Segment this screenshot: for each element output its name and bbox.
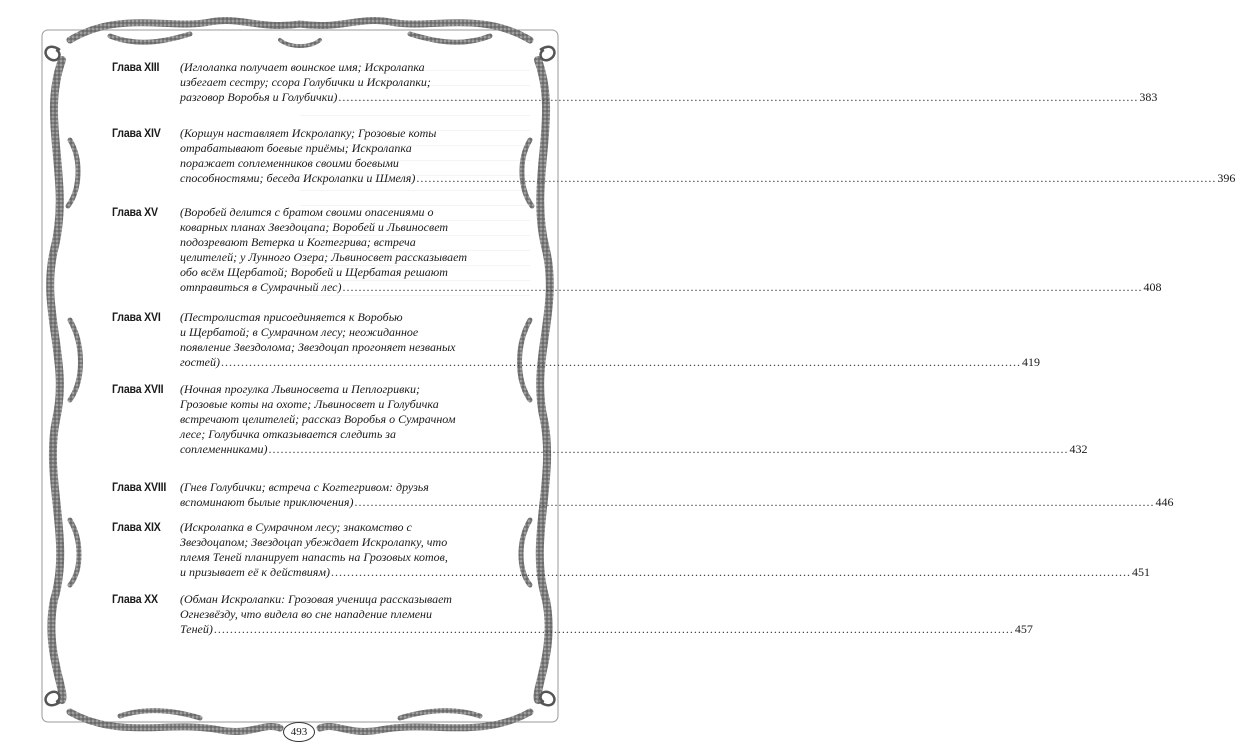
description-line: Огнезвёзду, что видела во сне нападение племени	[180, 607, 432, 621]
description-line: соплеменниками)	[180, 442, 268, 456]
description-line: Звездоцапом; Звездоцап убеждает Искролапку, что	[180, 535, 448, 549]
chapter-description	[180, 310, 1040, 370]
description-last-line	[180, 280, 1162, 295]
description-last-line	[180, 565, 1151, 580]
chapter-label: Глава XIX	[112, 520, 161, 534]
description-line: коварных планах Звездоцапа; Воробей и Львиносвет	[180, 220, 449, 234]
chapter-label: Глава XIII	[112, 60, 160, 74]
description-line: и Щербатой; в Сумрачном лесу; неожиданное	[180, 325, 419, 339]
dot-leader: ........................................................................................................................................................................................................	[416, 171, 1217, 185]
description-line: (Гнев Голубички; встреча с Когтегривом: друзья	[180, 480, 429, 494]
description-line: лесе; Голубичка отказывается следить за	[180, 427, 396, 441]
dot-leader: ........................................................................................................................................................................................................	[221, 355, 1021, 369]
description-last-line	[180, 622, 1033, 637]
description-line: племя Теней планирует напасть на Грозовых котов,	[180, 550, 448, 564]
description-line: Теней)	[180, 622, 213, 636]
dot-leader: ........................................................................................................................................................................................................	[331, 565, 1132, 579]
description-line: вспоминают былые приключения)	[180, 495, 354, 509]
description-line: обо всём Щербатой; Воробей и Щербатая решают	[180, 265, 448, 279]
description-line: избегает сестру; ссора Голубички и Искролапки;	[180, 75, 431, 89]
top-flourish	[70, 20, 530, 46]
description-line: гостей)	[180, 355, 220, 369]
chapter-page-number: 383	[1139, 90, 1158, 104]
chapter-description	[180, 126, 1235, 186]
description-line: (Ночная прогулка Львиносвета и Пеплогривки;	[180, 382, 420, 396]
description-last-line	[180, 442, 1088, 457]
description-last-line	[180, 495, 1174, 510]
page-number: 493	[283, 722, 315, 742]
chapter-description	[180, 480, 1174, 510]
description-last-line	[180, 90, 1158, 105]
description-line: способностями; беседа Искролапки и Шмеля)	[180, 171, 416, 185]
dot-leader: ........................................................................................................................................................................................................	[354, 495, 1155, 509]
description-line: и призывает её к действиям)	[180, 565, 331, 579]
description-line: Грозовые коты на охоте; Львиносвет и Голубичка	[180, 397, 439, 411]
dot-leader: ........................................................................................................................................................................................................	[338, 90, 1139, 104]
chapter-page-number: 408	[1143, 280, 1162, 294]
description-line: целителей; у Лунного Озера; Львиносвет рассказывает	[180, 250, 467, 264]
chapter-page-number: 457	[1014, 622, 1033, 636]
chapter-description	[180, 520, 1151, 580]
description-line: отправиться в Сумрачный лес)	[180, 280, 342, 294]
chapter-description	[180, 592, 1033, 637]
left-flourish	[50, 60, 80, 700]
chapter-label: Глава XVIII	[112, 480, 167, 494]
description-line: (Воробей делится с братом своими опасениями о	[180, 205, 434, 219]
chapter-label: Глава XIV	[112, 126, 161, 140]
dot-leader: ........................................................................................................................................................................................................	[268, 442, 1069, 456]
description-line: (Иглолапка получает воинское имя; Искролапка	[180, 60, 425, 74]
description-line: разговор Воробья и Голубички)	[180, 90, 338, 104]
chapter-label: Глава XV	[112, 205, 158, 219]
description-last-line	[180, 355, 1040, 370]
chapter-description	[180, 205, 1162, 295]
dot-leader: ........................................................................................................................................................................................................	[342, 280, 1143, 294]
description-line: (Коршун наставляет Искролапку; Грозовые коты	[180, 126, 437, 140]
chapter-page-number: 446	[1155, 495, 1174, 509]
chapter-description	[180, 382, 1088, 457]
chapter-page-number: 396	[1217, 171, 1235, 185]
chapter-label: Глава XVI	[112, 310, 161, 324]
chapter-label: Глава XVII	[112, 382, 164, 396]
chapter-label: Глава XX	[112, 592, 158, 606]
chapter-page-number: 451	[1132, 565, 1151, 579]
description-line: (Искролапка в Сумрачном лесу; знакомство с	[180, 520, 412, 534]
description-line: подозревают Ветерка и Когтегрива; встреча	[180, 235, 416, 249]
dot-leader: ........................................................................................................................................................................................................	[213, 622, 1014, 636]
description-last-line	[180, 171, 1235, 186]
description-line: отрабатывают боевые приёмы; Искролапка	[180, 141, 412, 155]
chapter-description	[180, 60, 1158, 105]
description-line: поражает соплеменников своими боевыми	[180, 156, 399, 170]
chapter-page-number: 419	[1022, 355, 1040, 369]
description-line: (Пестролистая присоединяется к Воробью	[180, 310, 403, 324]
description-line: появление Звездолома; Звездоцап прогоняет незваных	[180, 340, 456, 354]
chapter-page-number: 432	[1069, 442, 1088, 456]
description-line: встречают целителей; рассказ Воробья о Сумрачном	[180, 412, 456, 426]
description-line: (Обман Искролапки: Грозовая ученица рассказывает	[180, 592, 452, 606]
